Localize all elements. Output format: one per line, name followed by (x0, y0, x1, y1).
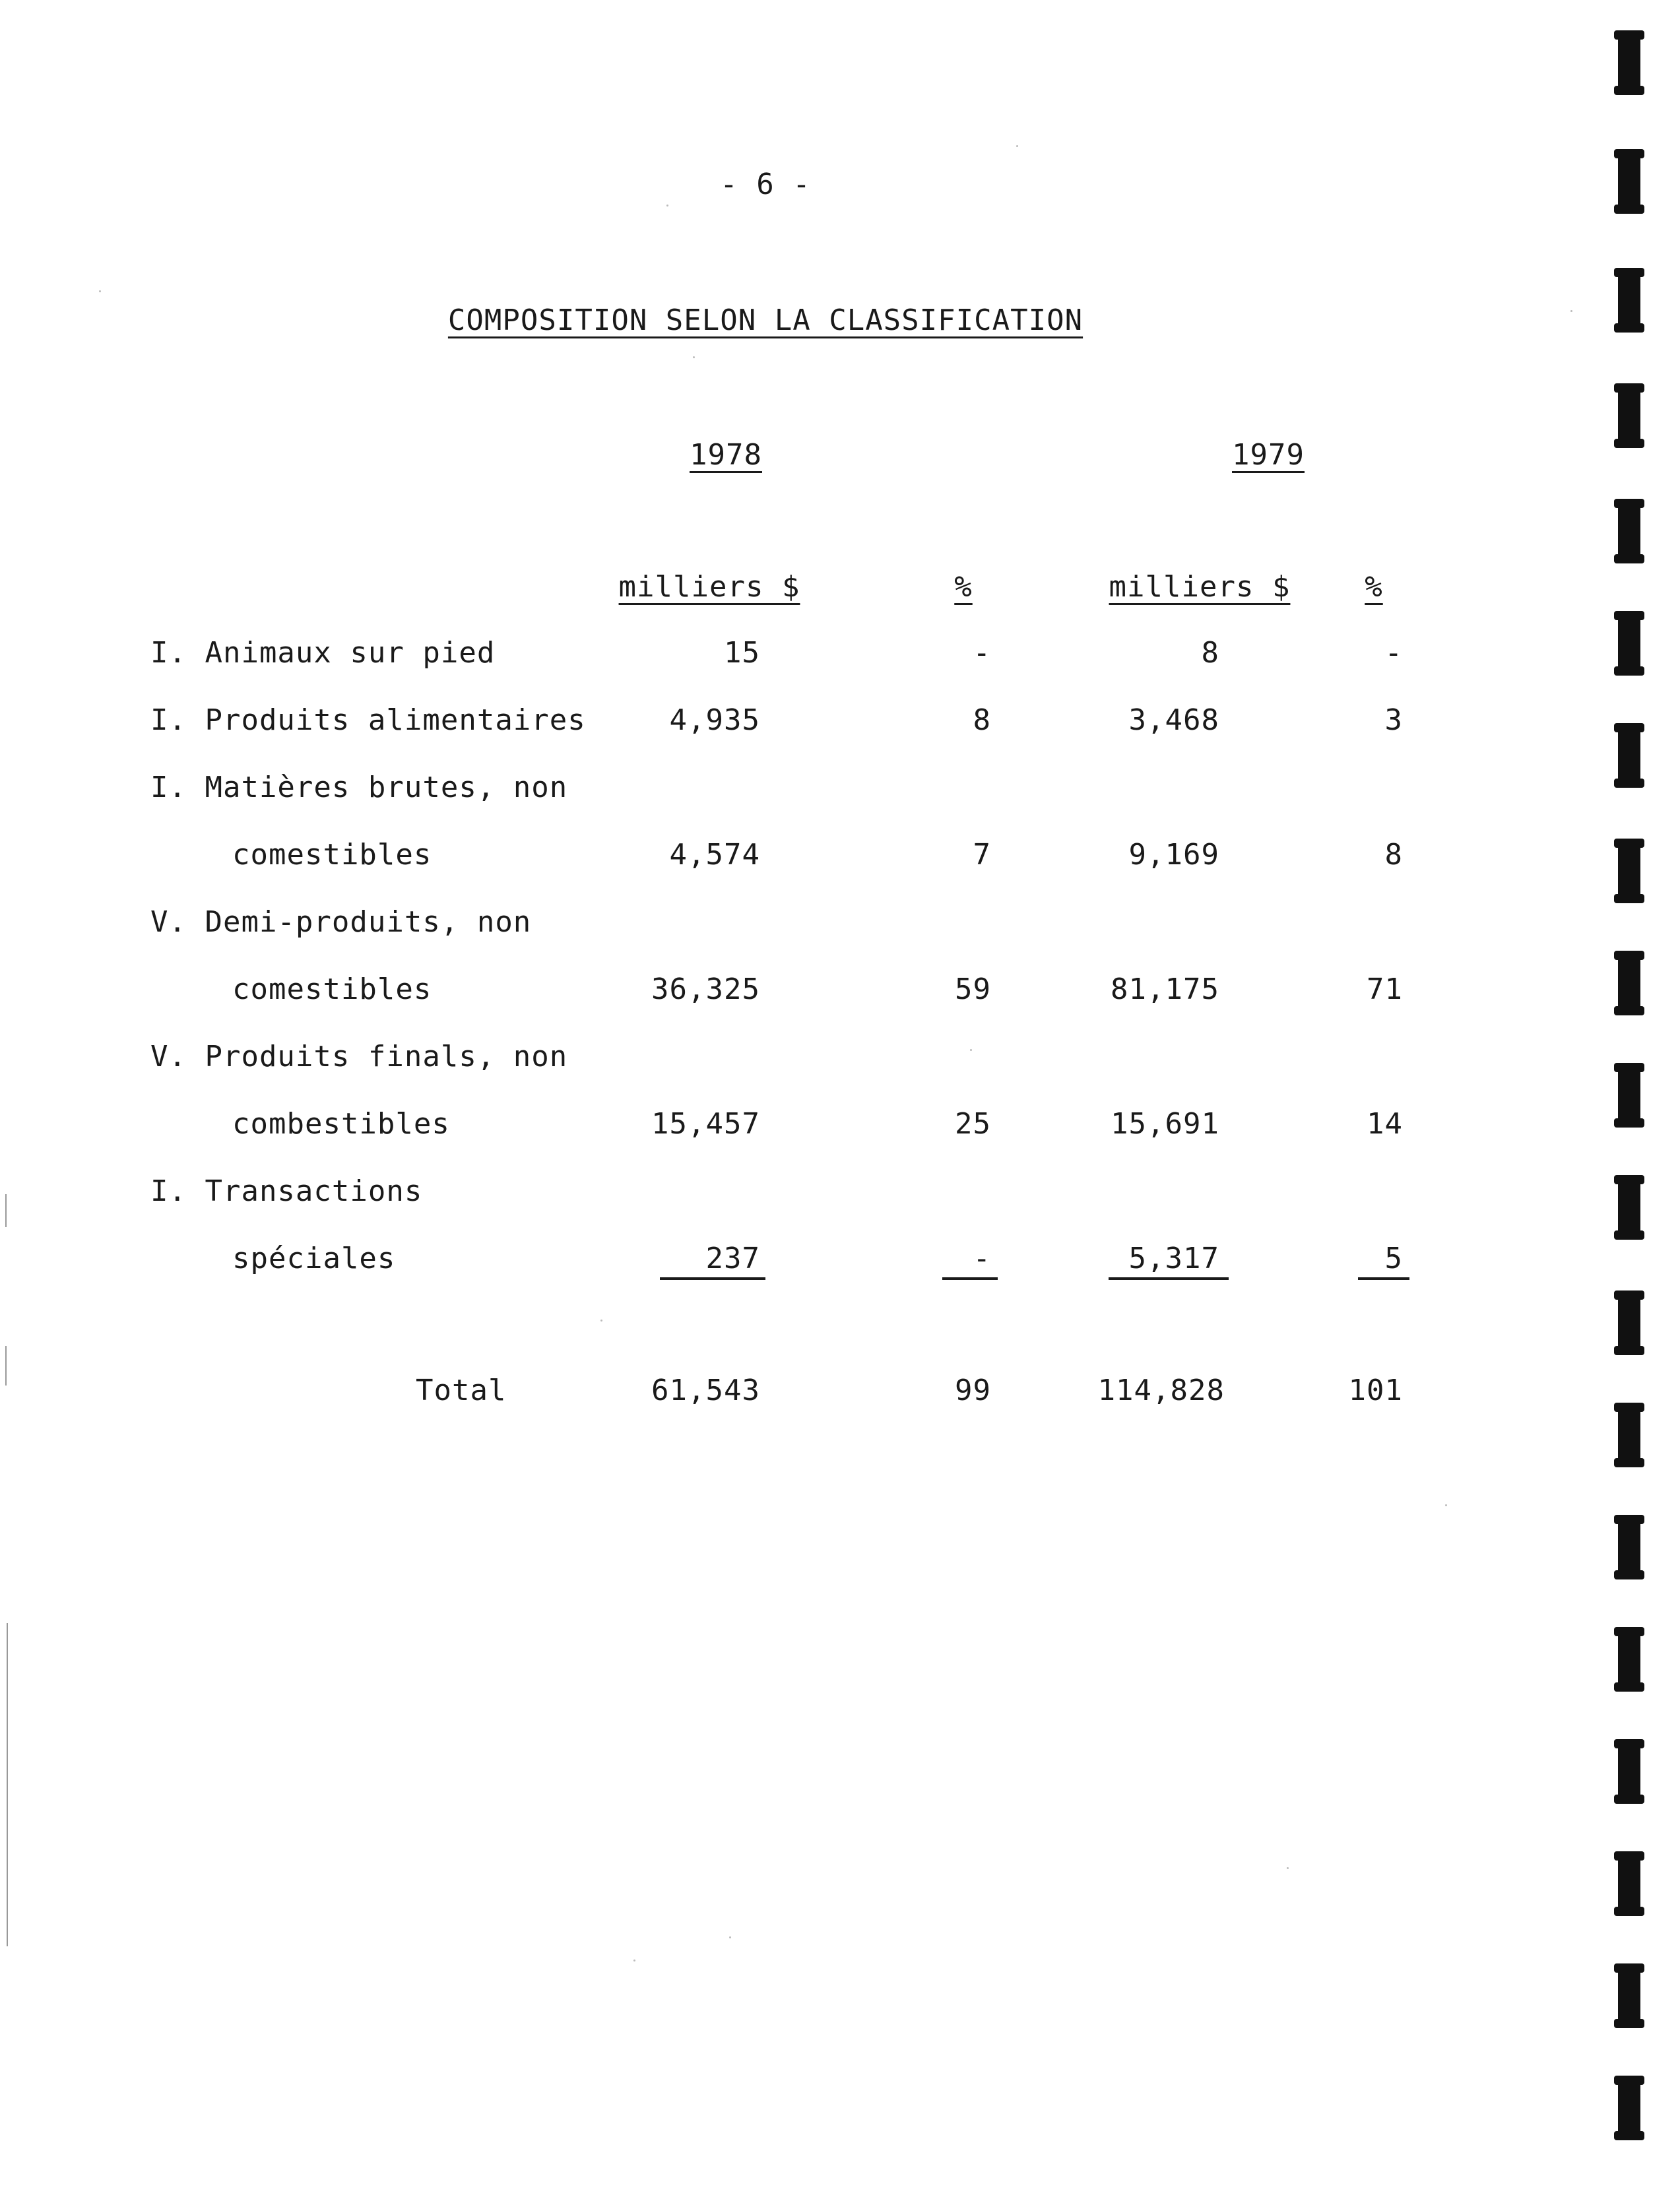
binding-hole (1618, 1178, 1640, 1237)
total-amount-1979: 114,828 (1097, 1374, 1225, 1407)
cell-amount-1978: 4,935 (669, 703, 760, 737)
subtotal-rule-amount-1978 (660, 1277, 765, 1280)
cell-amount-1978: 4,574 (669, 838, 760, 872)
binding-hole (1618, 1405, 1640, 1465)
row-label: V. Demi-produits, non (150, 905, 532, 939)
binding-hole (1618, 501, 1640, 561)
scan-mark (7, 1623, 8, 1946)
scan-mark (5, 1194, 7, 1227)
row-label: I. Matières brutes, non (150, 771, 568, 804)
scan-speck (693, 356, 695, 358)
cell-pct-1979: 71 (1367, 972, 1403, 1006)
cell-pct-1978: 25 (955, 1107, 991, 1141)
cell-amount-1978: 15,457 (651, 1107, 760, 1141)
binding-hole (1618, 1066, 1640, 1125)
cell-amount-1979: 3,468 (1128, 703, 1219, 737)
binding-hole (1618, 1966, 1640, 2025)
scan-speck (600, 1320, 602, 1322)
scan-speck (970, 1049, 972, 1051)
row-label-continued: comestibles (232, 838, 432, 872)
subtotal-rule-amount-1979 (1109, 1277, 1229, 1280)
row-label: V. Produits finals, non (150, 1040, 568, 1073)
cell-amount-1979: 9,169 (1128, 838, 1219, 872)
row-label: I. Produits alimentaires (150, 703, 586, 737)
binding-hole (1618, 2078, 1640, 2138)
cell-pct-1979: - (1384, 636, 1403, 670)
cell-amount-1979: 15,691 (1111, 1107, 1219, 1141)
total-pct-1978: 99 (955, 1374, 991, 1407)
scan-speck (1287, 1867, 1289, 1869)
unit-header-amount-1978: milliers $ (618, 570, 800, 604)
cell-amount-1979: 8 (1201, 636, 1219, 670)
cell-pct-1978: - (973, 636, 991, 670)
cell-amount-1978: 36,325 (651, 972, 760, 1006)
subtotal-rule-pct-1978 (942, 1277, 998, 1280)
row-label-continued: comestibles (232, 972, 432, 1006)
cell-pct-1979: 5 (1384, 1242, 1403, 1275)
row-label-continued: combestibles (232, 1107, 450, 1141)
scan-speck (99, 290, 101, 292)
binding-hole (1618, 1517, 1640, 1577)
binding-hole (1618, 271, 1640, 330)
subtotal-rule-pct-1979 (1358, 1277, 1409, 1280)
cell-amount-1978: 237 (705, 1242, 760, 1275)
unit-header-amount-1979: milliers $ (1109, 570, 1291, 604)
binding-hole (1618, 1293, 1640, 1353)
cell-pct-1978: 7 (973, 838, 991, 872)
year-header-1978: 1978 (690, 438, 762, 472)
unit-header-pct-1978: % (954, 570, 973, 604)
row-label-continued: spéciales (232, 1242, 396, 1275)
binding-hole (1618, 841, 1640, 901)
binding-hole (1618, 1854, 1640, 1913)
cell-pct-1978: - (973, 1242, 991, 1275)
binding-hole (1618, 33, 1640, 92)
binding-hole (1618, 386, 1640, 445)
cell-pct-1978: 8 (973, 703, 991, 737)
binding-hole (1618, 1742, 1640, 1801)
binding-hole (1618, 1630, 1640, 1689)
cell-amount-1978: 15 (724, 636, 760, 670)
page-title: COMPOSITION SELON LA CLASSIFICATION (447, 303, 1083, 337)
page-number: - 6 - (720, 168, 811, 201)
total-amount-1978: 61,543 (651, 1374, 760, 1407)
binding-hole (1618, 614, 1640, 673)
row-label: I. Transactions (150, 1174, 423, 1208)
row-label: I. Animaux sur pied (150, 636, 496, 670)
total-pct-1979: 101 (1348, 1374, 1403, 1407)
scan-speck (1445, 1504, 1447, 1506)
cell-amount-1979: 5,317 (1128, 1242, 1219, 1275)
year-header-1979: 1979 (1232, 438, 1305, 472)
cell-pct-1979: 3 (1384, 703, 1403, 737)
scan-speck (666, 205, 668, 207)
scan-speck (633, 1960, 635, 1961)
scan-speck (729, 1936, 731, 1938)
scan-speck (1570, 310, 1572, 312)
cell-pct-1979: 14 (1367, 1107, 1403, 1141)
binding-hole (1618, 953, 1640, 1013)
unit-header-pct-1979: % (1365, 570, 1383, 604)
total-label: Total (416, 1374, 507, 1407)
cell-pct-1979: 8 (1384, 838, 1403, 872)
scan-mark (5, 1346, 7, 1386)
scan-speck (1016, 145, 1018, 147)
binding-hole (1618, 726, 1640, 785)
cell-pct-1978: 59 (955, 972, 991, 1006)
binding-hole (1618, 152, 1640, 211)
cell-amount-1979: 81,175 (1111, 972, 1219, 1006)
